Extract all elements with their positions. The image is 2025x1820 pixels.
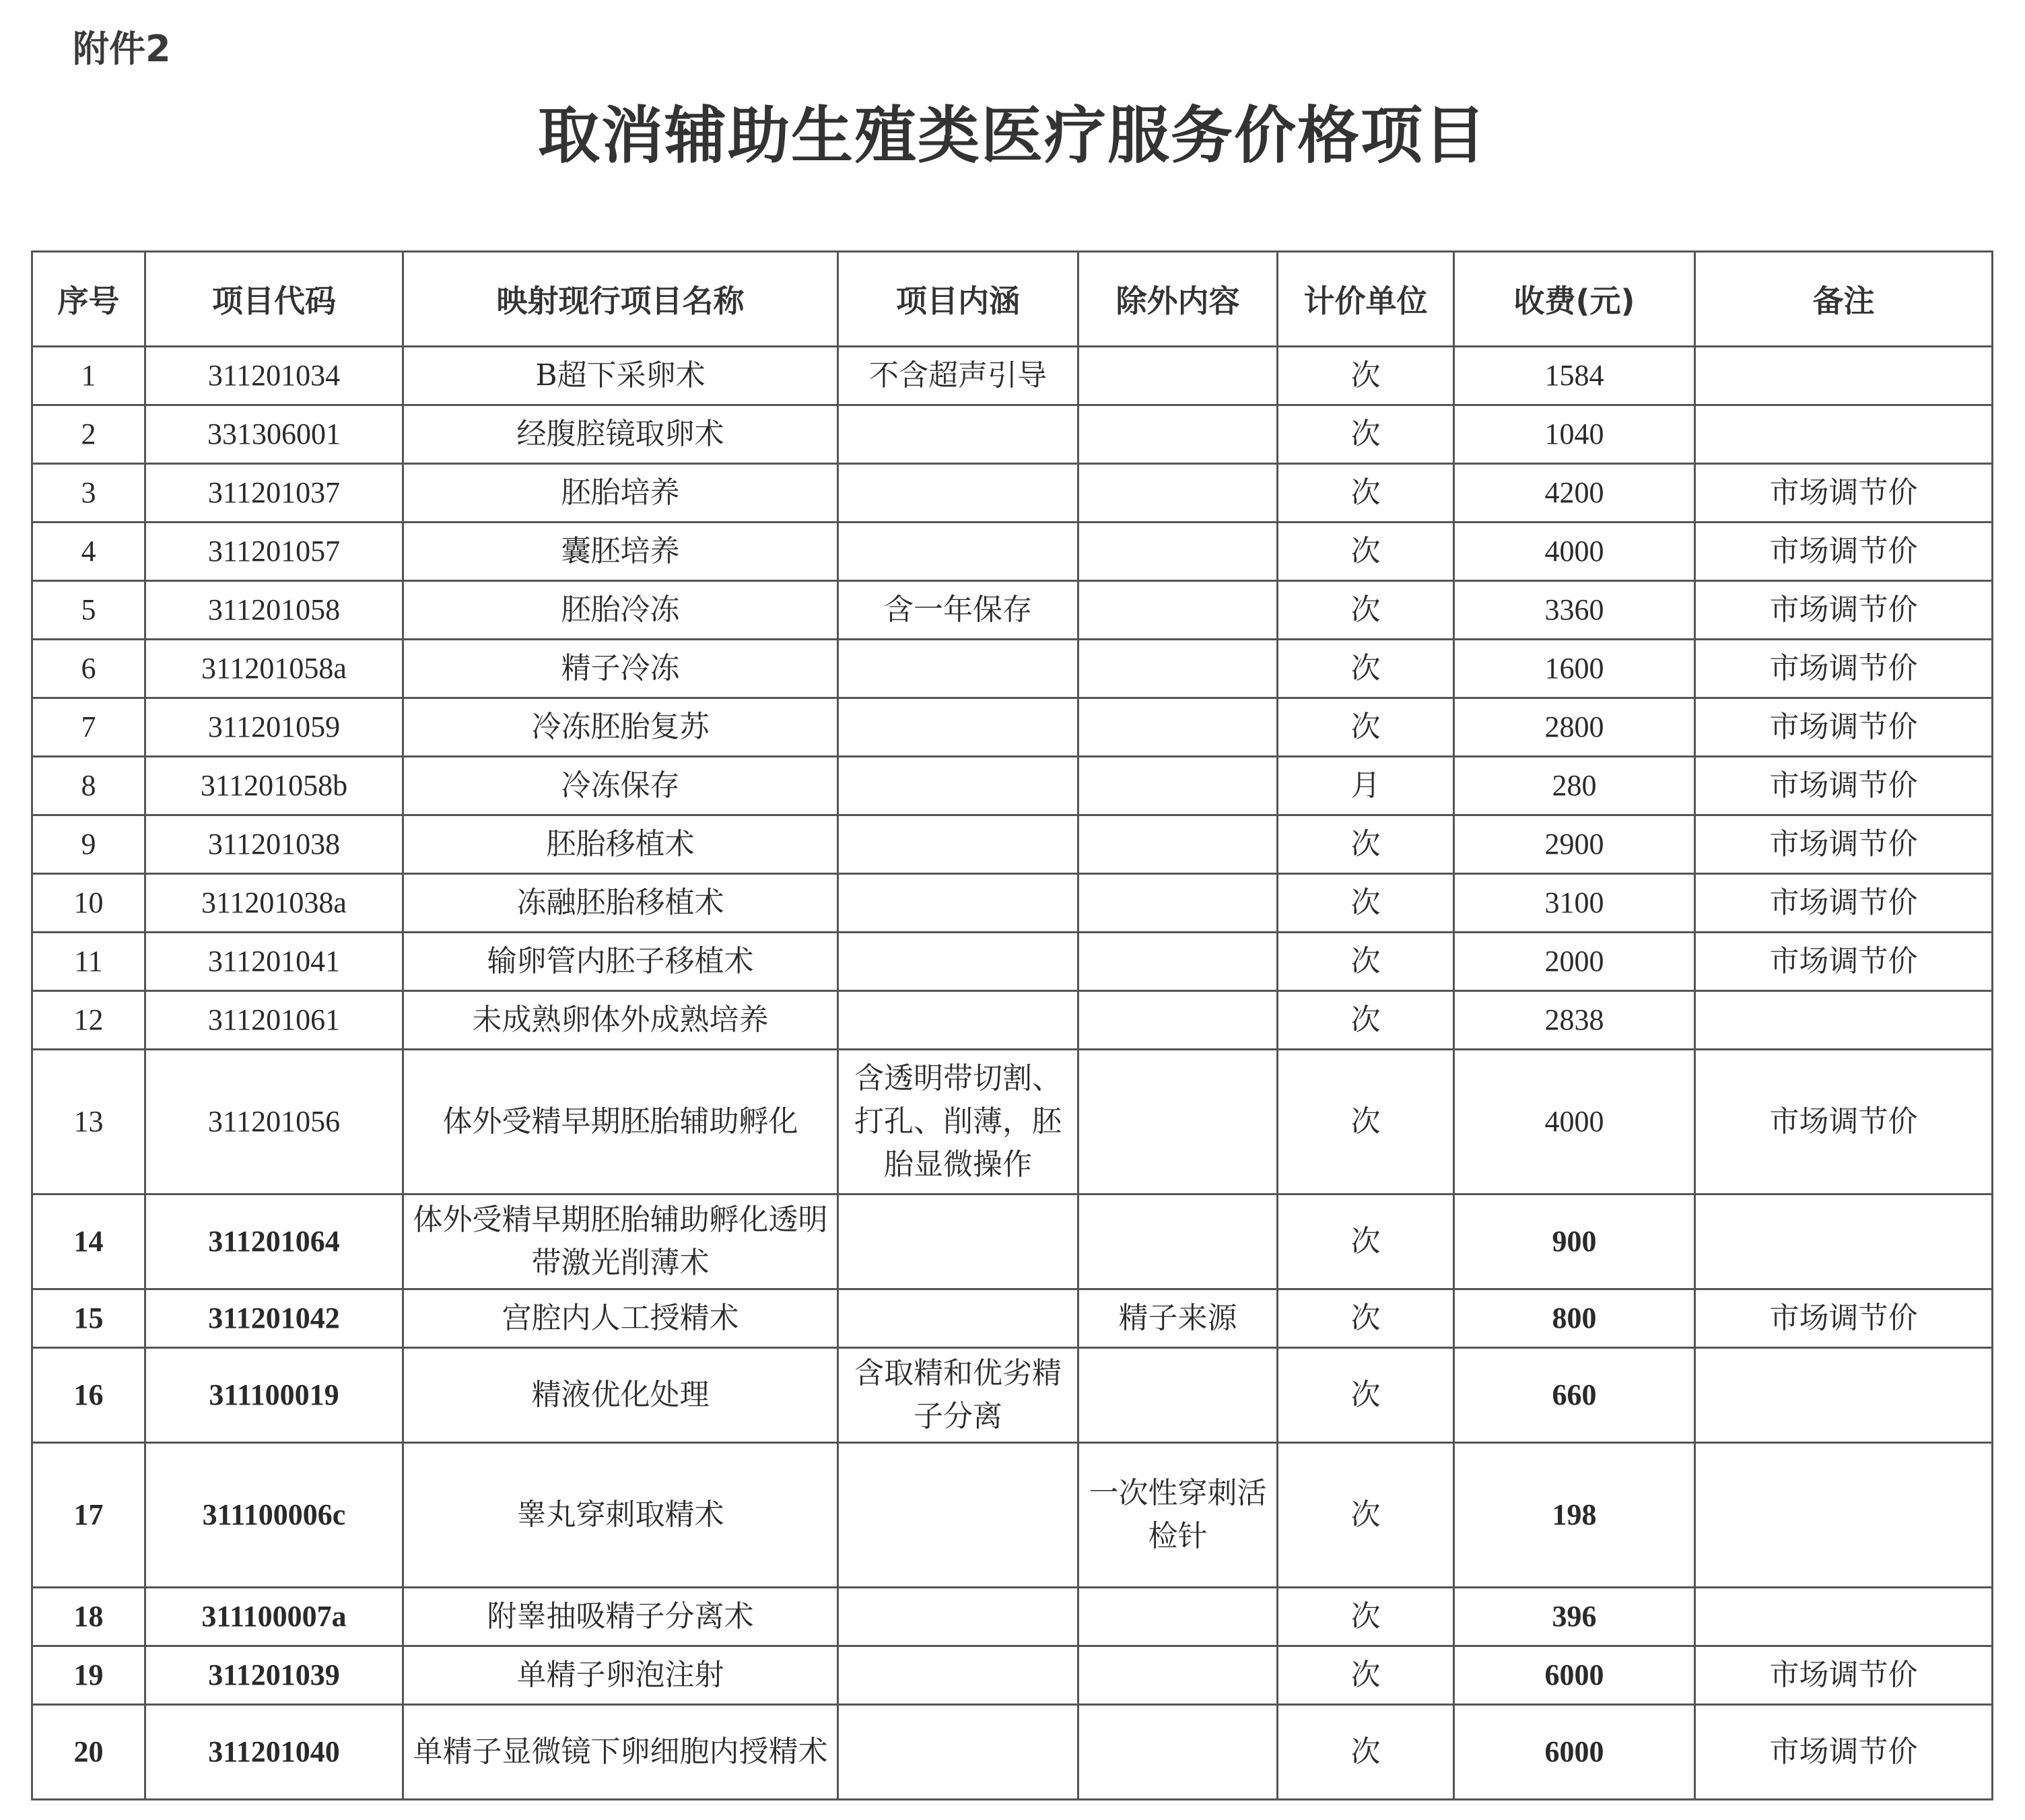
cell-code: 311201056 (145, 1050, 403, 1194)
cell-unit: 月 (1278, 757, 1454, 815)
cell-unit: 次 (1278, 1588, 1454, 1646)
cell-code: 311100019 (145, 1348, 403, 1443)
cell-unit: 次 (1278, 347, 1454, 405)
cell-remark: 市场调节价 (1695, 1705, 1993, 1800)
cell-fee: 660 (1454, 1348, 1695, 1443)
cell-remark: 市场调节价 (1695, 874, 1993, 933)
cell-no: 10 (32, 874, 145, 933)
table-row (32, 933, 1993, 991)
page-title: 取消辅助生殖类医疗服务价格项目 (537, 100, 1487, 172)
cell-no: 14 (32, 1194, 145, 1289)
cell-name: 单精子卵泡注射 (403, 1646, 838, 1705)
attachment-label: 附件2 (73, 28, 171, 70)
table-row (32, 464, 1993, 523)
cell-name: 胚胎移植术 (403, 815, 838, 874)
table-row (32, 1588, 1993, 1646)
cell-name: 单精子显微镜下卵细胞内授精术 (403, 1705, 838, 1800)
cell-content: 不含超声引导 (838, 347, 1078, 405)
cell-fee: 3100 (1454, 874, 1695, 933)
cell-no: 11 (32, 933, 145, 991)
table-row (32, 1348, 1993, 1443)
cell-excluded (1078, 523, 1278, 581)
cell-content: 含取精和优劣精子分离 (838, 1348, 1078, 1443)
cell-fee: 198 (1454, 1443, 1695, 1588)
cell-code: 311100007a (145, 1588, 403, 1646)
cell-fee: 396 (1454, 1588, 1695, 1646)
cell-excluded (1078, 991, 1278, 1050)
cell-no: 15 (32, 1289, 145, 1348)
column-header-remark: 备注 (1695, 252, 1993, 347)
cell-no: 19 (32, 1646, 145, 1705)
cell-remark (1695, 991, 1993, 1050)
cell-remark: 市场调节价 (1695, 933, 1993, 991)
table-row (32, 1705, 1993, 1800)
cell-unit: 次 (1278, 1289, 1454, 1348)
cell-excluded (1078, 405, 1278, 464)
cell-name: B超下采卵术 (403, 347, 838, 405)
cell-name: 精液优化处理 (403, 1348, 838, 1443)
cell-fee: 2838 (1454, 991, 1695, 1050)
cell-unit: 次 (1278, 1194, 1454, 1289)
cell-content (838, 1588, 1078, 1646)
cell-excluded (1078, 581, 1278, 640)
cell-fee: 1040 (1454, 405, 1695, 464)
cell-content (838, 991, 1078, 1050)
table-body (32, 347, 1993, 1800)
cell-excluded (1078, 815, 1278, 874)
cell-no: 4 (32, 523, 145, 581)
cell-fee: 4000 (1454, 523, 1695, 581)
cell-code: 311201059 (145, 698, 403, 757)
cell-excluded (1078, 874, 1278, 933)
cell-code: 311201038 (145, 815, 403, 874)
cell-excluded (1078, 698, 1278, 757)
cell-no: 18 (32, 1588, 145, 1646)
cell-fee: 2900 (1454, 815, 1695, 874)
cell-fee: 1584 (1454, 347, 1695, 405)
cell-unit: 次 (1278, 640, 1454, 698)
cell-name: 囊胚培养 (403, 523, 838, 581)
cell-no: 8 (32, 757, 145, 815)
cell-no: 13 (32, 1050, 145, 1194)
table-row (32, 405, 1993, 464)
cell-name: 宫腔内人工授精术 (403, 1289, 838, 1348)
cell-excluded (1078, 1646, 1278, 1705)
cell-unit: 次 (1278, 1646, 1454, 1705)
cell-unit: 次 (1278, 405, 1454, 464)
cell-unit: 次 (1278, 581, 1454, 640)
cell-fee: 900 (1454, 1194, 1695, 1289)
cell-no: 12 (32, 991, 145, 1050)
cell-remark: 市场调节价 (1695, 581, 1993, 640)
cell-remark (1695, 1443, 1993, 1588)
cell-excluded (1078, 464, 1278, 523)
cell-code: 311201038a (145, 874, 403, 933)
cell-name: 胚胎冷冻 (403, 581, 838, 640)
cell-no: 9 (32, 815, 145, 874)
price-table (31, 250, 1993, 1800)
cell-fee: 3360 (1454, 581, 1695, 640)
cell-content (838, 933, 1078, 991)
column-header-code: 项目代码 (145, 252, 403, 347)
cell-name: 胚胎培养 (403, 464, 838, 523)
cell-unit: 次 (1278, 523, 1454, 581)
cell-unit: 次 (1278, 1443, 1454, 1588)
cell-unit: 次 (1278, 1050, 1454, 1194)
table-row (32, 1289, 1993, 1348)
cell-content (838, 874, 1078, 933)
cell-fee: 6000 (1454, 1705, 1695, 1800)
cell-code: 311201040 (145, 1705, 403, 1800)
cell-name: 体外受精早期胚胎辅助孵化 (403, 1050, 838, 1194)
table-row (32, 640, 1993, 698)
cell-name: 经腹腔镜取卵术 (403, 405, 838, 464)
table-row (32, 698, 1993, 757)
cell-content (838, 1289, 1078, 1348)
cell-code: 331306001 (145, 405, 403, 464)
cell-no: 17 (32, 1443, 145, 1588)
cell-code: 311201039 (145, 1646, 403, 1705)
cell-content (838, 698, 1078, 757)
cell-fee: 4000 (1454, 1050, 1695, 1194)
cell-remark: 市场调节价 (1695, 757, 1993, 815)
cell-content (838, 523, 1078, 581)
cell-code: 311201064 (145, 1194, 403, 1289)
table-row (32, 581, 1993, 640)
cell-excluded (1078, 933, 1278, 991)
cell-name: 精子冷冻 (403, 640, 838, 698)
cell-fee: 800 (1454, 1289, 1695, 1348)
cell-content (838, 1443, 1078, 1588)
cell-remark: 市场调节价 (1695, 815, 1993, 874)
cell-name: 输卵管内胚子移植术 (403, 933, 838, 991)
cell-no: 1 (32, 347, 145, 405)
cell-content (838, 1705, 1078, 1800)
table-row (32, 1646, 1993, 1705)
cell-remark (1695, 1348, 1993, 1443)
cell-excluded (1078, 1705, 1278, 1800)
cell-remark: 市场调节价 (1695, 1289, 1993, 1348)
cell-excluded (1078, 640, 1278, 698)
cell-unit: 次 (1278, 874, 1454, 933)
cell-content (838, 464, 1078, 523)
column-header-fee: 收费(元) (1454, 252, 1695, 347)
cell-name: 冻融胚胎移植术 (403, 874, 838, 933)
cell-remark: 市场调节价 (1695, 640, 1993, 698)
cell-name: 体外受精早期胚胎辅助孵化透明带激光削薄术 (403, 1194, 838, 1289)
cell-code: 311201057 (145, 523, 403, 581)
cell-no: 6 (32, 640, 145, 698)
cell-content (838, 1646, 1078, 1705)
cell-code: 311201058 (145, 581, 403, 640)
cell-remark: 市场调节价 (1695, 464, 1993, 523)
table-row (32, 1194, 1993, 1289)
column-header-excluded: 除外内容 (1078, 252, 1278, 347)
cell-no: 5 (32, 581, 145, 640)
cell-content (838, 757, 1078, 815)
table-row (32, 523, 1993, 581)
column-header-unit: 计价单位 (1278, 252, 1454, 347)
cell-fee: 2800 (1454, 698, 1695, 757)
cell-code: 311201034 (145, 347, 403, 405)
cell-fee: 2000 (1454, 933, 1695, 991)
cell-code: 311201061 (145, 991, 403, 1050)
cell-code: 311100006c (145, 1443, 403, 1588)
cell-name: 冷冻胚胎复苏 (403, 698, 838, 757)
cell-content (838, 405, 1078, 464)
cell-no: 3 (32, 464, 145, 523)
cell-excluded (1078, 757, 1278, 815)
cell-fee: 6000 (1454, 1646, 1695, 1705)
cell-remark (1695, 1194, 1993, 1289)
cell-unit: 次 (1278, 1348, 1454, 1443)
cell-no: 7 (32, 698, 145, 757)
cell-fee: 1600 (1454, 640, 1695, 698)
column-header-name: 映射现行项目名称 (403, 252, 838, 347)
cell-unit: 次 (1278, 991, 1454, 1050)
cell-content (838, 1194, 1078, 1289)
cell-content: 含一年保存 (838, 581, 1078, 640)
column-header-content: 项目内涵 (838, 252, 1078, 347)
cell-code: 311201041 (145, 933, 403, 991)
table-row (32, 1050, 1993, 1194)
table-row (32, 991, 1993, 1050)
cell-content (838, 815, 1078, 874)
cell-remark: 市场调节价 (1695, 523, 1993, 581)
cell-no: 16 (32, 1348, 145, 1443)
table-row (32, 874, 1993, 933)
cell-fee: 4200 (1454, 464, 1695, 523)
cell-remark (1695, 1588, 1993, 1646)
cell-remark: 市场调节价 (1695, 1646, 1993, 1705)
cell-name: 未成熟卵体外成熟培养 (403, 991, 838, 1050)
cell-unit: 次 (1278, 698, 1454, 757)
cell-content: 含透明带切割、打孔、削薄，胚胎显微操作 (838, 1050, 1078, 1194)
cell-excluded (1078, 1050, 1278, 1194)
cell-remark: 市场调节价 (1695, 1050, 1993, 1194)
cell-excluded: 一次性穿刺活检针 (1078, 1443, 1278, 1588)
table-row (32, 815, 1993, 874)
column-header-no: 序号 (32, 252, 145, 347)
cell-fee: 280 (1454, 757, 1695, 815)
cell-code: 311201042 (145, 1289, 403, 1348)
cell-no: 2 (32, 405, 145, 464)
cell-excluded (1078, 1588, 1278, 1646)
cell-remark (1695, 405, 1993, 464)
table-header-row (32, 252, 1993, 347)
cell-name: 冷冻保存 (403, 757, 838, 815)
cell-unit: 次 (1278, 815, 1454, 874)
cell-unit: 次 (1278, 1705, 1454, 1800)
cell-name: 睾丸穿刺取精术 (403, 1443, 838, 1588)
cell-excluded: 精子来源 (1078, 1289, 1278, 1348)
table-row (32, 757, 1993, 815)
cell-code: 311201037 (145, 464, 403, 523)
cell-code: 311201058a (145, 640, 403, 698)
cell-remark: 市场调节价 (1695, 698, 1993, 757)
cell-excluded (1078, 1194, 1278, 1289)
cell-content (838, 640, 1078, 698)
table-row (32, 1443, 1993, 1588)
cell-remark (1695, 347, 1993, 405)
cell-excluded (1078, 1348, 1278, 1443)
cell-no: 20 (32, 1705, 145, 1800)
cell-code: 311201058b (145, 757, 403, 815)
cell-name: 附睾抽吸精子分离术 (403, 1588, 838, 1646)
table-row (32, 347, 1993, 405)
cell-excluded (1078, 347, 1278, 405)
cell-unit: 次 (1278, 933, 1454, 991)
cell-unit: 次 (1278, 464, 1454, 523)
